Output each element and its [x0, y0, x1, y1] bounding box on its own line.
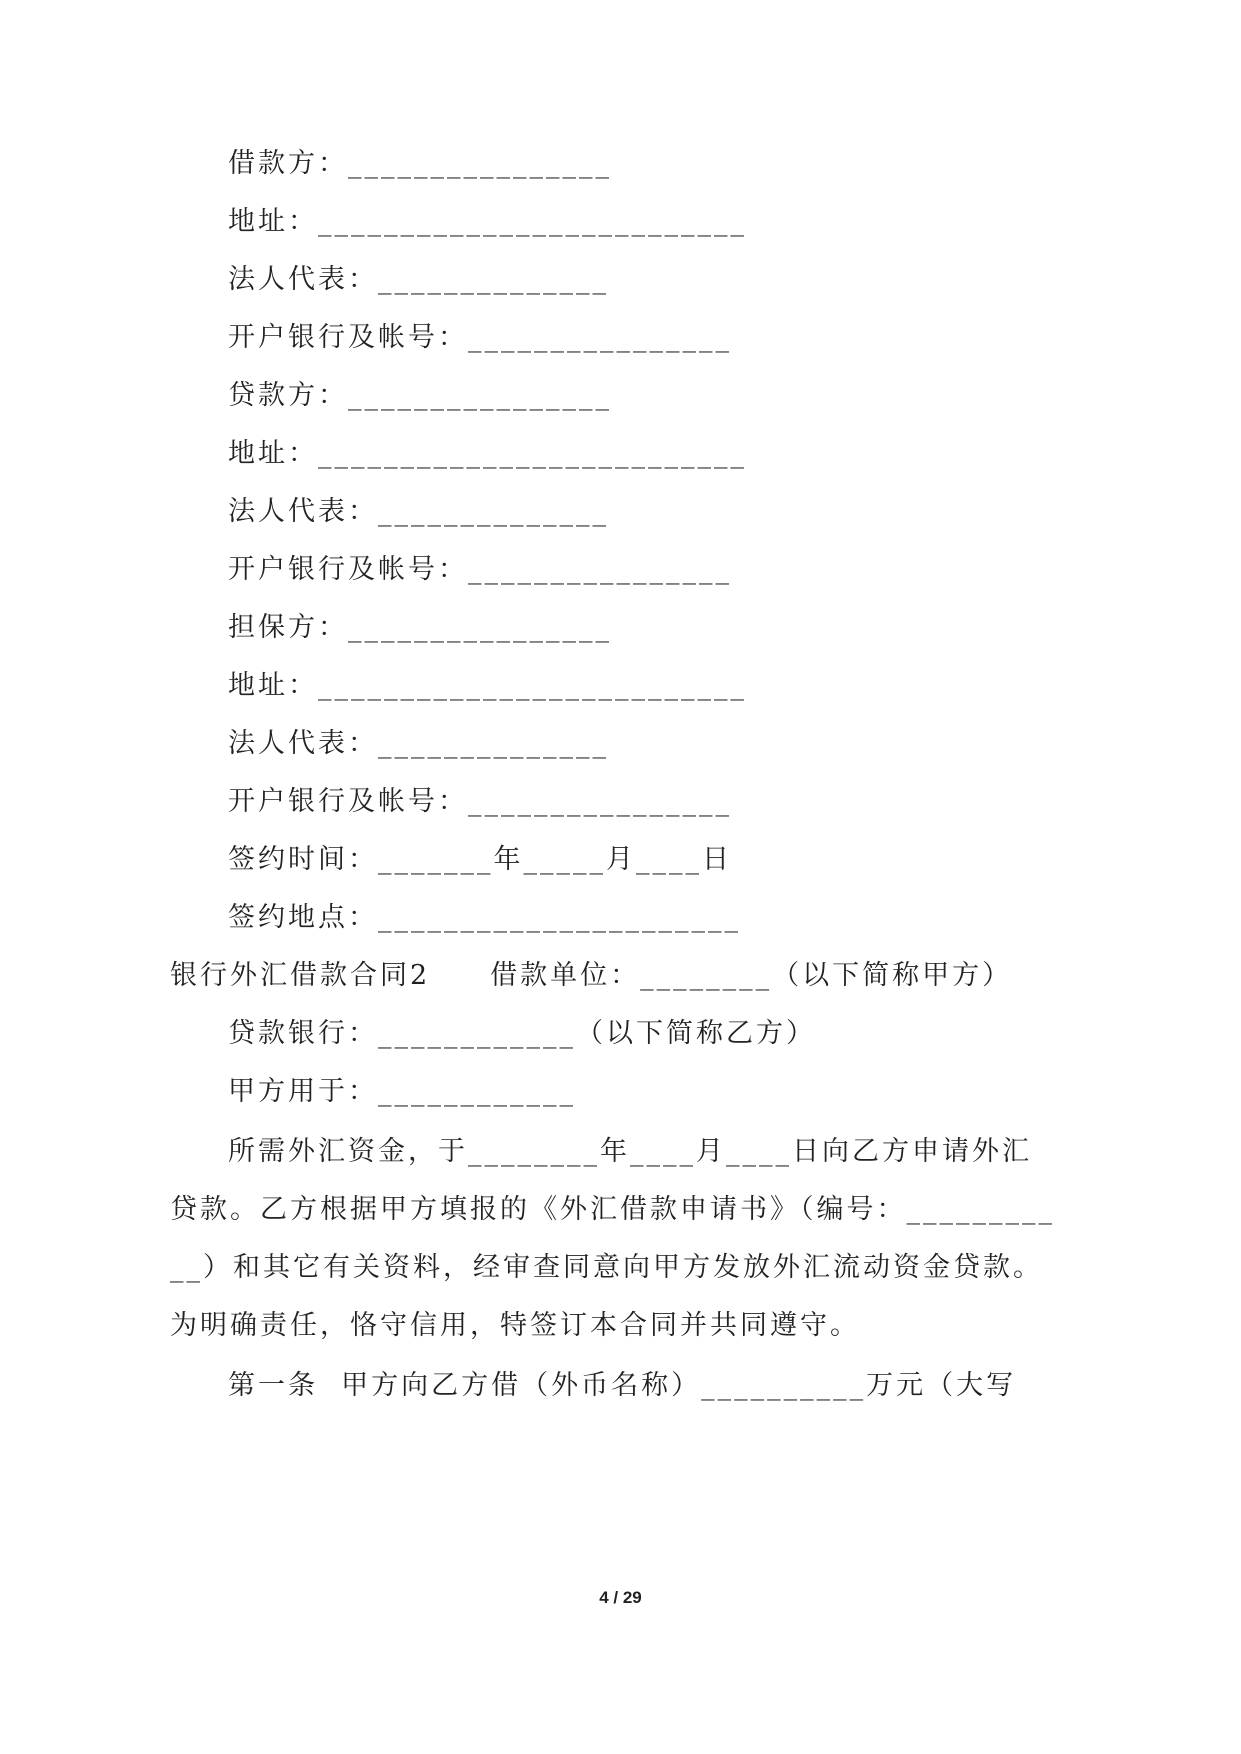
- article-one-line: 第一条 甲方向乙方借（外币名称）__________万元（大写: [228, 1370, 1017, 1401]
- body-paragraph-line: 为明确责任，恪守信用，特签订本合同并共同遵守。: [170, 1310, 860, 1341]
- lender-bank-account-line: 开户银行及帐号：________________: [228, 554, 732, 585]
- body-paragraph-line: __）和其它有关资料，经审查同意向甲方发放外汇流动资金贷款。: [170, 1252, 1043, 1283]
- guarantor-line: 担保方：________________: [228, 612, 612, 643]
- signing-date-line: 签约时间：_______年_____月____日: [228, 844, 732, 875]
- page-number: 4 / 29: [599, 1588, 642, 1607]
- borrower-legal-rep-line: 法人代表：______________: [228, 264, 609, 295]
- contract-title-line: 银行外汇借款合同2 借款单位：________（以下简称甲方）: [170, 960, 1013, 991]
- lending-bank-line: 贷款银行：____________（以下简称乙方）: [228, 1018, 816, 1049]
- body-paragraph-line: 所需外汇资金，于________年____月____日向乙方申请外汇: [228, 1136, 1032, 1167]
- guarantor-address-line: 地址：__________________________: [228, 670, 747, 701]
- lender-line: 贷款方：________________: [228, 380, 612, 411]
- body-paragraph-line: 贷款。乙方根据甲方填报的《外汇借款申请书》（编号：_________: [170, 1194, 1055, 1225]
- purpose-line: 甲方用于：____________: [228, 1076, 576, 1107]
- guarantor-bank-account-line: 开户银行及帐号：________________: [228, 786, 732, 817]
- lender-address-line: 地址：__________________________: [228, 438, 747, 469]
- borrower-bank-account-line: 开户银行及帐号：________________: [228, 322, 732, 353]
- borrower-line: 借款方：________________: [228, 148, 612, 179]
- lender-legal-rep-line: 法人代表：______________: [228, 496, 609, 527]
- guarantor-legal-rep-line: 法人代表：______________: [228, 728, 609, 759]
- borrower-address-line: 地址：__________________________: [228, 206, 747, 237]
- signing-place-line: 签约地点：______________________: [228, 902, 741, 933]
